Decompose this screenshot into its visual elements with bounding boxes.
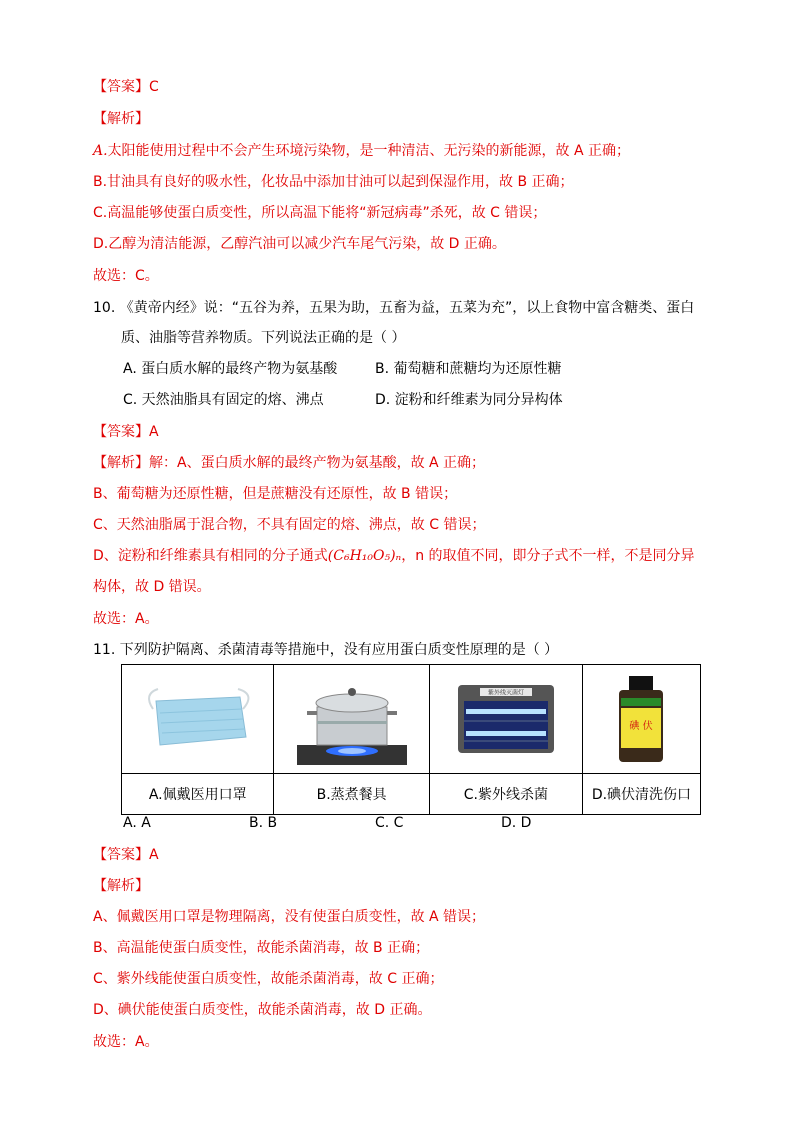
- choice-d: D. D: [501, 815, 532, 831]
- analysis-label-q11: 【解析】: [93, 878, 149, 894]
- question-10-stem-line2: 质、油脂等营养物质。下列说法正确的是（ ）: [121, 330, 406, 346]
- molecular-formula: (C₆H₁₀O₅)ₙ: [327, 548, 402, 564]
- question-10-option-b: B. 葡萄糖和蔗糖均为还原性糖: [375, 361, 562, 377]
- choice-b: B. B: [249, 815, 278, 831]
- conclusion-q11: 故选：A。: [93, 1034, 159, 1050]
- analysis-q9-b: B.甘油具有良好的吸水性，化妆品中添加甘油可以起到保湿作用，故 B 正确；: [93, 174, 574, 190]
- caption-d: D.碘伏清洗伤口: [582, 774, 700, 815]
- lamp-label: 紫外线灭菌灯: [487, 689, 524, 697]
- bottle-label: 碘 伏: [629, 721, 654, 732]
- analysis-q10-d-line1: [93, 546, 695, 566]
- conclusion-q10: 故选：A。: [93, 611, 159, 627]
- choice-c: C. C: [375, 815, 404, 831]
- answer-q11: 【答案】A: [93, 847, 159, 863]
- analysis-q11-c: C、紫外线能使蛋白质变性，故能杀菌消毒，故 C 正确；: [93, 971, 444, 987]
- analysis-q10-b: B、葡萄糖为还原性糖，但是蔗糖没有还原性，故 B 错误；: [93, 486, 458, 502]
- analysis-text: ，n 的取值不同，即分子式不一样，不是同分异: [401, 548, 695, 564]
- analysis-q11-d: D、碘伏能使蛋白质变性，故能杀菌消毒，故 D 正确。: [93, 1002, 432, 1018]
- analysis-text: 太阳能使用过程中不会产生环境污染物，是一种清洁、无污染的新能源，故 A 正确；: [107, 143, 631, 159]
- cell-uv-lamp-image: [429, 665, 582, 774]
- analysis-q9-a: [93, 141, 630, 161]
- answer-q9: 【答案】C: [93, 79, 159, 95]
- analysis-q10-a: 【解析】解：A、蛋白质水解的最终产物为氨基酸，故 A 正确；: [93, 455, 486, 471]
- analysis-q9-c: C.高温能够使蛋白质变性，所以高温下能将“新冠病毒”杀死，故 C 错误；: [93, 205, 547, 221]
- cell-mask-image: [122, 665, 274, 774]
- mask-image: [138, 679, 258, 759]
- choice-a: A. A: [123, 815, 151, 831]
- conclusion-q9: 故选：C。: [93, 268, 159, 284]
- caption-a: A.佩戴医用口罩: [122, 774, 274, 815]
- analysis-q11-a: A、佩戴医用口罩是物理隔离，没有使蛋白质变性，故 A 错误；: [93, 909, 486, 925]
- analysis-q11-b: B、高温能使蛋白质变性，故能杀菌消毒，故 B 正确；: [93, 940, 430, 956]
- question-11-stem: 11. 下列防护隔离、杀菌清毒等措施中，没有应用蛋白质变性原理的是（ ）: [93, 642, 559, 658]
- caption-b: B.蒸煮餐具: [274, 774, 429, 815]
- uv-lamp-image: [456, 681, 556, 757]
- analysis-q9-d: D.乙醇为清洁能源，乙醇汽油可以减少汽车尾气污染，故 D 正确。: [93, 236, 506, 252]
- question-10-stem-line1: 10. 《黄帝内经》说：“五谷为养，五果为助，五畜为益，五菜为充”，以上食物中富含糖类、蛋白: [93, 300, 695, 316]
- question-10-option-a: A. 蛋白质水解的最终产物为氨基酸: [123, 361, 338, 377]
- iodophor-bottle-image: [611, 674, 671, 764]
- question-10-option-c: C. 天然油脂具有固定的熔、沸点: [123, 392, 324, 408]
- cell-iodophor-image: [582, 665, 700, 774]
- cell-pot-image: [274, 665, 429, 774]
- answer-q10: 【答案】A: [93, 424, 159, 440]
- analysis-q10-c: C、天然油脂属于混合物，不具有固定的熔、沸点，故 C 错误；: [93, 517, 486, 533]
- caption-c: C.紫外线杀菌: [429, 774, 582, 815]
- analysis-q10-d-line2: 构体，故 D 错误。: [93, 579, 211, 595]
- analysis-text: D、淀粉和纤维素具有相同的分子通式: [93, 548, 328, 564]
- option-image-table: [121, 664, 701, 815]
- option-prefix: A.: [93, 143, 108, 159]
- steamer-pot-image: [297, 673, 407, 765]
- analysis-label-q9: 【解析】: [93, 111, 149, 127]
- question-10-option-d: D. 淀粉和纤维素为同分异构体: [375, 392, 563, 408]
